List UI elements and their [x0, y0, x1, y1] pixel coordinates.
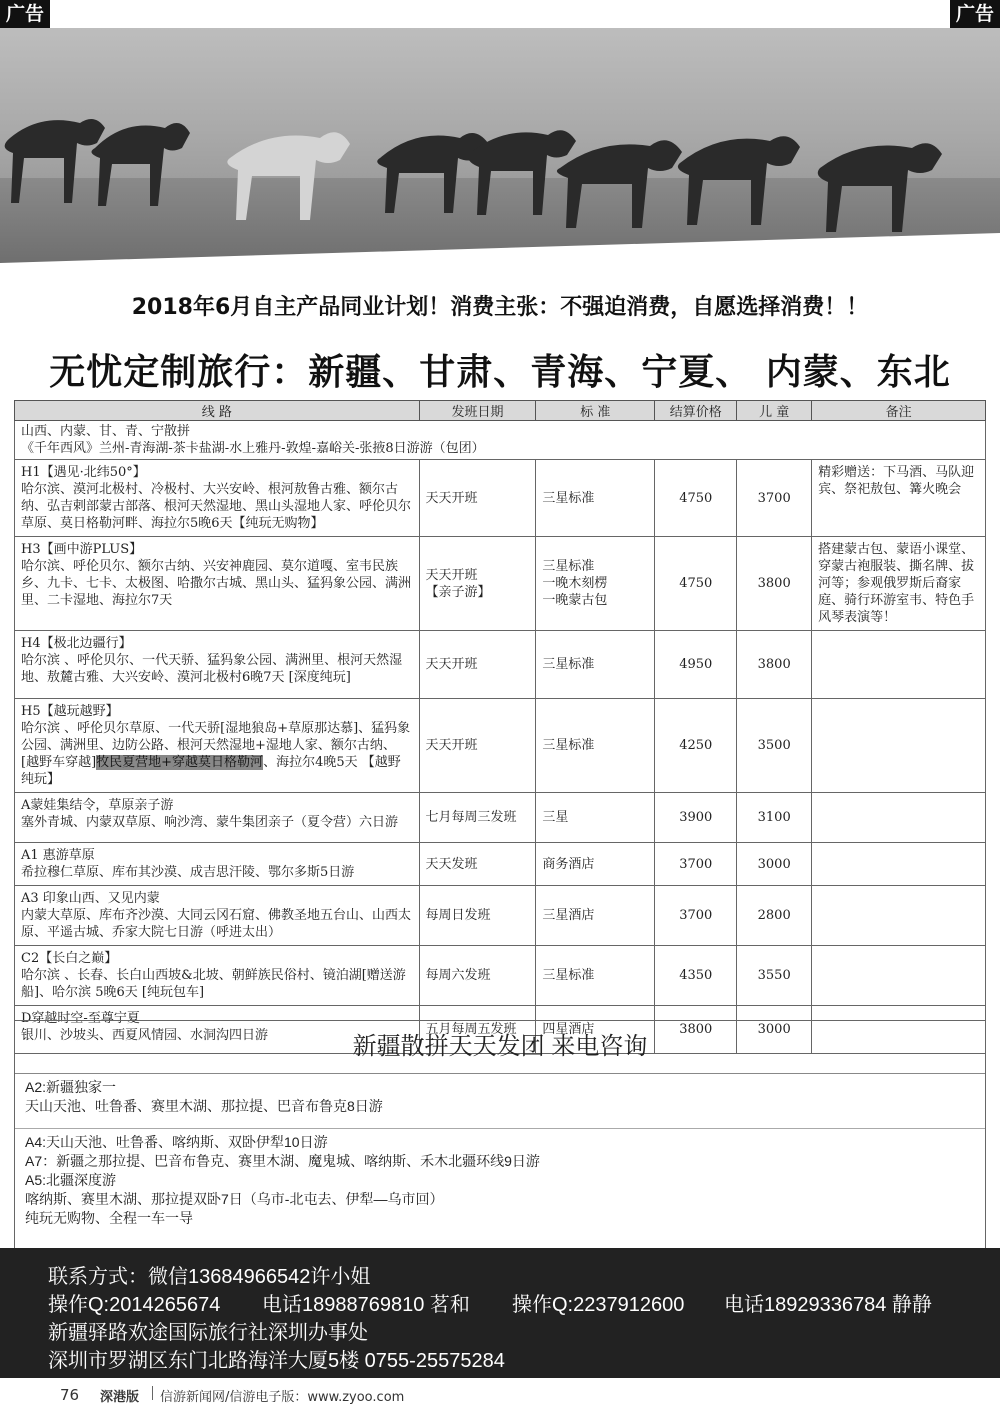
route-standard: 三星标准: [536, 460, 655, 537]
route-desc-part: 、海拉尔4晚5天 【越野纯玩】: [21, 755, 401, 787]
route-desc: 哈尔滨、呼伦贝尔、额尔古纳、兴安神鹿园、莫尔道嘎、室韦民族乡、九卡、七卡、太极图、哈撒尔古城、黑山头、猛犸象公园、满洲里、二卡湿地、海拉尔7天: [21, 559, 412, 608]
xinjiang-line: A5:北疆深度游: [25, 1172, 117, 1188]
xinjiang-line: 纯玩无购物、全程一车一导: [25, 1210, 193, 1226]
route-price: 4750: [655, 537, 737, 631]
route-desc: 塞外青城、内蒙双草原、响沙湾、蒙牛集团亲子（夏令营）六日游: [21, 815, 399, 830]
table-row: [15, 946, 986, 1006]
table-row: [15, 793, 986, 843]
route-date: 天天开班 【亲子游】: [419, 537, 536, 631]
route-date: 天天发班: [419, 843, 536, 886]
route-title: A3 印象山西、又见内蒙: [21, 891, 160, 906]
table-row: [15, 460, 986, 537]
route-standard: 商务酒店: [536, 843, 655, 886]
route-standard: 三星标准 一晚木刻楞 一晚蒙古包: [536, 537, 655, 631]
table-row: [15, 886, 986, 946]
contact-agency: 新疆驿路欢途国际旅行社深圳办事处: [48, 1322, 368, 1344]
col-note: 备注: [812, 401, 986, 421]
contact-phone-2: 电话18929336784 静静: [724, 1294, 932, 1316]
route-note: 搭建蒙古包、蒙语小课堂、穿蒙古袍服装、撕名牌、拔河等；参观俄罗斯后裔家庭、骑行环游室韦、特色手风琴表演等！: [812, 537, 986, 631]
contact-qq-1: 操作Q:2014265674: [48, 1294, 221, 1316]
headline: 无忧定制旅行：新疆、甘肃、青海、宁夏、 内蒙、东北: [49, 352, 951, 393]
route-date: 天天开班: [419, 631, 536, 699]
route-title: A蒙娃集结令，草原亲子游: [21, 798, 174, 813]
route-date: 天天开班: [419, 460, 536, 537]
route-note: [812, 886, 986, 946]
route-title: A1 惠游草原: [21, 848, 95, 863]
route-desc: 哈尔滨 、呼伦贝尔、一代天骄、猛犸象公园、满洲里、根河天然湿地、敖麓古雅、大兴安岭、漠河北极村6晚7天 [深度纯玩]: [21, 653, 403, 685]
col-child: 儿 童: [737, 401, 812, 421]
route-child: 3000: [737, 1006, 812, 1054]
route-table: [14, 400, 986, 1054]
table-row: [15, 699, 986, 793]
horses-photo: [0, 28, 1000, 328]
xinjiang-line: A2:新疆独家一: [25, 1079, 117, 1095]
route-child: 2800: [737, 886, 812, 946]
route-desc-highlight: 牧民夏营地+穿越莫日格勒河: [96, 755, 264, 770]
xinjiang-title: 新疆散拼天天发团 来电咨询: [15, 1021, 985, 1074]
xinjiang-line: A7：新疆之那拉提、巴音布鲁克、赛里木湖、魔鬼城、喀纳斯、禾木北疆环线9日游: [25, 1153, 540, 1169]
xinjiang-section: [14, 1020, 986, 1250]
route-note: [812, 793, 986, 843]
route-note: 精彩赠送：下马酒、马队迎宾、祭祀敖包、篝火晚会: [812, 460, 986, 537]
xinjiang-line: 喀纳斯、赛里木湖、那拉提双卧7日（乌市-北屯去、伊犁—乌市回）: [25, 1191, 444, 1207]
route-desc-part: 哈尔滨 、呼伦贝尔草原、一代天骄[湿地狼岛+草原那达慕]、猛犸象公园、满洲里、边防公路、根河天然湿地+湿地人家、额尔古纳、[越野车穿越]: [21, 721, 411, 770]
route-child: 3500: [737, 699, 812, 793]
route-date: 五月每周五发班: [419, 1006, 536, 1054]
route-price: 3900: [655, 793, 737, 843]
route-child: 3800: [737, 631, 812, 699]
route-title: D穿越时空-至尊宁夏: [21, 1011, 140, 1026]
page-footer: [0, 1380, 1000, 1405]
table-row: [15, 843, 986, 886]
col-price: 结算价格: [655, 401, 737, 421]
route-title: H4【极北边疆行】: [21, 636, 132, 651]
route-standard: 三星: [536, 793, 655, 843]
ad-tag-left: 广告: [0, 0, 50, 28]
contact-phone-1: 电话18988769810 茗和: [262, 1294, 470, 1316]
intro-line: 《千年西风》兰州-青海湖-茶卡盐湖-水上雅丹-敦煌-嘉峪关-张掖8日游游（包团）: [21, 441, 485, 456]
contact-qq-2: 操作Q:2237912600: [512, 1294, 685, 1316]
route-date: 每周日发班: [419, 886, 536, 946]
route-price: 3800: [655, 1006, 737, 1054]
route-title: H1【遇见·北纬50°】: [21, 465, 146, 480]
contact-wechat: 联系方式：微信13684966542许小姐: [48, 1266, 371, 1288]
route-standard: 四星酒店: [536, 1006, 655, 1054]
footer-site: 信游新闻网/信游电子版：www.zyoo.com: [160, 1390, 405, 1405]
route-date: 每周六发班: [419, 946, 536, 1006]
footer-divider: [152, 1386, 153, 1400]
col-route: 线 路: [15, 401, 420, 421]
promo-line: 2018年6月自主产品同业计划！消费主张：不强迫消费，自愿选择消费！！: [131, 295, 869, 320]
route-desc: 内蒙大草原、库布齐沙漠、大同云冈石窟、佛教圣地五台山、山西太原、平遥古城、乔家大院七日游（呼进太出）: [21, 908, 412, 940]
intro-row: [15, 421, 986, 460]
table-row: [15, 537, 986, 631]
route-desc: [21, 720, 413, 788]
route-standard: 三星标准: [536, 631, 655, 699]
col-date: 发班日期: [419, 401, 536, 421]
route-desc: 哈尔滨 、长春、长白山西坡&北坡、朝鲜族民俗村、镜泊湖[赠送游船]、哈尔滨 5晚6天 [纯玩包车]: [21, 968, 406, 1000]
route-title: C2【长白之巅】: [21, 951, 118, 966]
table-row: [15, 631, 986, 699]
route-desc: 银川、沙坡头、西夏风情园、水洞沟四日游: [21, 1028, 269, 1043]
route-child: 3550: [737, 946, 812, 1006]
route-standard: 三星标准: [536, 946, 655, 1006]
contact-address: 深圳市罗湖区东门北路海洋大厦5楼 0755-25575284: [48, 1350, 505, 1372]
route-note: [812, 843, 986, 886]
route-price: 4750: [655, 460, 737, 537]
route-date: 天天开班: [419, 699, 536, 793]
route-child: 3000: [737, 843, 812, 886]
route-child: 3700: [737, 460, 812, 537]
route-price: 4950: [655, 631, 737, 699]
ad-tag-right: 广告: [950, 0, 1000, 28]
route-price: 3700: [655, 843, 737, 886]
xinjiang-line: 天山天池、吐鲁番、赛里木湖、那拉提、巴音布鲁克8日游: [25, 1098, 383, 1114]
route-title: H5【越玩越野】: [21, 704, 119, 719]
route-price: 4350: [655, 946, 737, 1006]
edition-label: 深港版: [100, 1390, 140, 1405]
route-note: [812, 946, 986, 1006]
route-note: [812, 631, 986, 699]
route-standard: 三星标准: [536, 699, 655, 793]
contact-block: [0, 1248, 1000, 1378]
route-child: 3100: [737, 793, 812, 843]
col-standard: 标 准: [536, 401, 655, 421]
route-price: 3700: [655, 886, 737, 946]
route-date: 七月每周三发班: [419, 793, 536, 843]
route-note: [812, 699, 986, 793]
page-number: 76: [60, 1386, 80, 1404]
route-child: 3800: [737, 537, 812, 631]
intro-line: 山西、内蒙、甘、青、宁散拼: [21, 424, 191, 439]
route-desc: 哈尔滨、漠河北极村、冷极村、大兴安岭、根河敖鲁古雅、额尔古纳、弘吉剌部蒙古部落、根河天然湿地、黑山头湿地人家、呼伦贝尔草原、莫日格勒河畔、海拉尔5晚6天【纯玩无购物】: [21, 482, 412, 531]
route-title: H3【画中游PLUS】: [21, 542, 143, 557]
route-price: 4250: [655, 699, 737, 793]
table-header: [15, 401, 986, 421]
xinjiang-line: A4:天山天池、吐鲁番、喀纳斯、双卧伊犁10日游: [25, 1134, 328, 1150]
route-standard: 三星酒店: [536, 886, 655, 946]
route-desc: 希拉穆仁草原、库布其沙漠、成吉思汗陵、鄂尔多斯5日游: [21, 865, 355, 880]
